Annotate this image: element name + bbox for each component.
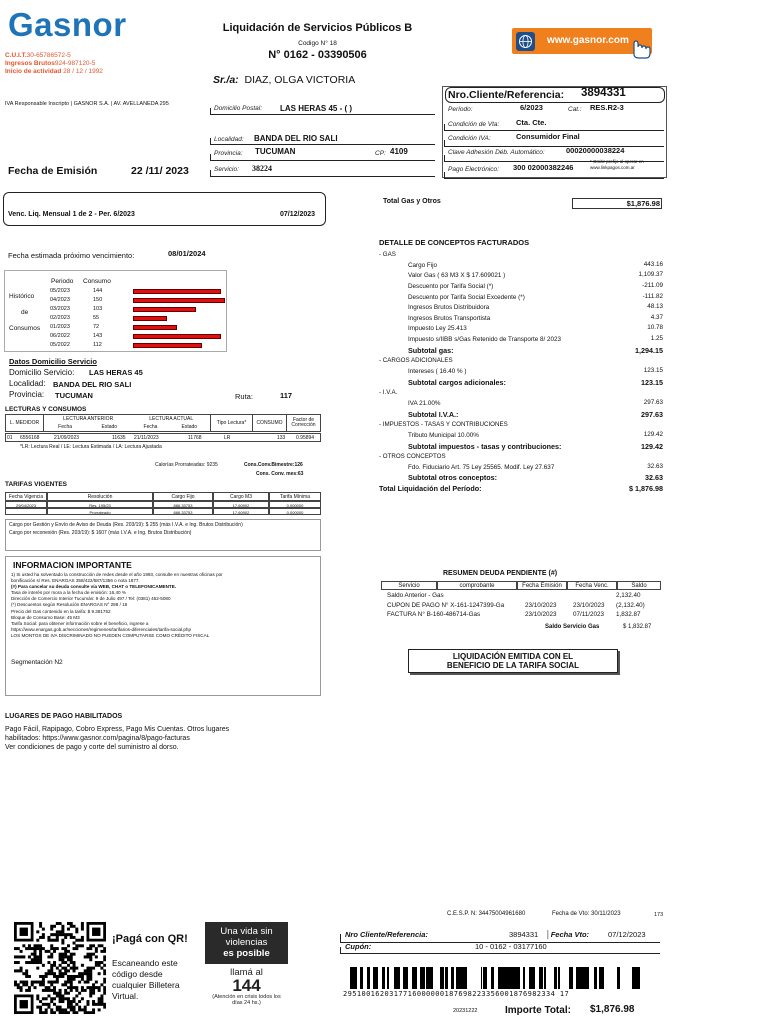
detalle-row <box>379 420 663 431</box>
detalle-value: 297.63 <box>641 409 663 419</box>
deuda-cell: (2,132.40) <box>616 601 645 609</box>
detalle-label: - OTROS CONCEPTOS <box>379 453 446 461</box>
reference-label: Nro.Cliente/Referencia: <box>448 89 565 101</box>
detalle-value: -111.82 <box>642 292 663 300</box>
proximo-label: Fecha estimada próximo vencimiento: <box>8 251 135 260</box>
info-line: bonificación s/ Res. ENARGAS 358/422/587/1356 o nota 1877. <box>11 578 140 584</box>
info-line: (#) Para cancelar su deuda consulte vía WEB, CHAT o TELEFONICAMENTE. <box>11 584 177 590</box>
deuda-cell: 07/11/2023 <box>573 611 605 618</box>
detalle-label: Descuento por Tarifa Social (*) <box>408 282 494 290</box>
detalle-label: Subtotal gas: <box>408 345 454 355</box>
tarifas-note: Cargo por Gestión y Envío de Aviso de Deuda (Res. 203/19): $ 255 (más I.V.A. e Ing. Brutos Distribución) <box>9 522 243 528</box>
page-number: 173 <box>654 912 664 918</box>
detalle-value: $ 1,876.98 <box>629 484 663 494</box>
detalle-value: 123.15 <box>643 367 663 375</box>
detalle-row <box>379 388 663 399</box>
history-consumption: 112 <box>93 342 102 348</box>
detalle-label: Tributo Municipal 10.00% <box>408 431 479 439</box>
detalle-row <box>379 399 663 410</box>
localidad-servicio-label: Localidad: <box>9 379 46 388</box>
total-gas-value: $1,876.98 <box>626 199 660 208</box>
cat-value: RES.R2-3 <box>590 103 624 112</box>
deuda-header: Servicio <box>381 581 437 590</box>
tarifas-note: Cargo por reconexión (Res. 203/19): $ 1607 (más I.V.A. e Ing. Brutos Distribución) <box>9 530 192 536</box>
info-lines <box>11 572 223 639</box>
detalle-value: 48.13 <box>647 303 663 311</box>
importe-value: $1,876.98 <box>590 1004 635 1015</box>
info-line: Dirección de Comercio Interior Tucumán: 9 de Julio 497 / Tel: (0381) 452-5080 <box>11 596 171 602</box>
info-title: INFORMACION IMPORTANTE <box>13 560 132 570</box>
tarifas-table <box>5 492 321 518</box>
detalle-row <box>379 335 663 346</box>
tarifa-cell: Res. 195/23 <box>47 501 153 508</box>
lecturas-title: LECTURAS Y CONSUMOS <box>5 406 87 413</box>
barcode-digits: 2951001620317716000000187698223356001876982334 17 <box>343 990 570 998</box>
history-period: 05/2023 <box>50 288 70 294</box>
tarifa-cell: Fecha Vigencia <box>5 492 47 501</box>
detalle-value: 123.15 <box>641 377 663 387</box>
tarifa-cell: 17.60902 <box>213 508 269 515</box>
servicio-value: 38224 <box>252 164 272 173</box>
domicilio-servicio-title: Datos Domicilio Servicio <box>9 357 97 366</box>
cond-vta-value: Cta. Cte. <box>516 118 547 127</box>
deuda-cell: 2,132.40 <box>616 592 641 599</box>
lecturas-note: *LR: Lectura Real / LE: Lectura Estimada / LA: Lectura Ajustada <box>20 444 162 450</box>
lecturas-h-fecha: Fecha <box>132 423 168 432</box>
detalle-row <box>379 356 663 367</box>
detalle-value: 32.63 <box>647 462 663 470</box>
deuda-cell: 23/10/2023 <box>573 601 605 609</box>
localidad-value: BANDA DEL RIO SALI <box>254 134 338 143</box>
cat-label: Cat.: <box>568 106 582 113</box>
detalle-row <box>379 484 663 495</box>
tarifa-cell: Cargo M3 <box>213 492 269 501</box>
detalle-value: -211.09 <box>642 281 663 289</box>
lugares-lines: Pago Fácil, Rapipago, Cobro Express, Pago Mis Cuentas. Otros lugares habilitados: https://www.gasnor.com/pagina/8/pago-facturas Ver condiciones de pago y corte del suministro al dorso. <box>5 726 230 751</box>
periodo-value: 6/2023 <box>520 103 543 112</box>
detalle-rows <box>379 250 663 495</box>
provincia-value: TUCUMAN <box>255 147 296 156</box>
saldo-value: $ 1,832.87 <box>623 624 652 630</box>
detalle-label: Subtotal otros conceptos: <box>408 473 498 483</box>
detalle-label: Valor Gas ( 63 M3 X $ 17.609021 ) <box>408 272 506 280</box>
reference-value: 3894331 <box>581 87 626 99</box>
detalle-row <box>379 314 663 325</box>
ruta-value: 117 <box>280 391 293 400</box>
domicilio-servicio-label: Domicilio Servicio: <box>9 368 75 377</box>
info-line: Bloque de Consumo Base: 45 M3 <box>11 614 80 620</box>
lecturas-h-estado: Estado <box>169 423 211 432</box>
tarifa-cell: 17.60902 <box>213 501 269 508</box>
detalle-value: 129.42 <box>641 441 663 451</box>
emision-value: 22 /11/ 2023 <box>131 165 189 177</box>
vencimiento-box <box>3 192 326 226</box>
detalle-row <box>379 442 663 453</box>
calorias: Calorías Prorrateadas: 9235 <box>155 462 218 468</box>
detalle-label: Intereses ( 16.40 % ) <box>408 368 467 376</box>
qr-title: ¡Pagá con QR! <box>112 933 188 945</box>
deuda-header: Saldo <box>617 581 661 590</box>
domicilio-label: Domicilio Postal: <box>214 105 263 112</box>
history-row <box>48 314 228 323</box>
detalle-row <box>379 346 663 357</box>
history-row <box>48 341 228 350</box>
lecturas-h-tipo: Tipo Lectura* <box>211 415 253 432</box>
tarifa-cell: 29/04/2023 <box>5 501 47 508</box>
cp-label: CP: <box>375 150 386 157</box>
history-row <box>48 296 228 305</box>
detalle-row <box>379 452 663 463</box>
tarifa-cell: Prorrateado <box>47 508 153 515</box>
deuda-title: RESUMEN DEUDA PENDIENTE (#) <box>442 570 558 577</box>
detalle-label: Cargo Fijo <box>408 261 438 269</box>
history-periodo-header: Periodo <box>51 278 74 285</box>
detalle-row <box>379 282 663 293</box>
history-row <box>48 323 228 332</box>
detalle-value: 297.63 <box>643 398 663 406</box>
lecturas-h-factor: Factor de Corrección <box>287 415 321 432</box>
history-consumption: 72 <box>93 324 100 330</box>
coupon-ref-label: Nro Cliente/Referencia: <box>345 930 428 939</box>
detalle-row <box>379 271 663 282</box>
detalle-row <box>379 431 663 442</box>
history-side-label: Consumos <box>9 325 41 332</box>
lecturas-h-consumo: CONSUMO <box>253 415 287 432</box>
lecturas-h-medidor: L. MEDIDOR <box>6 415 44 432</box>
deuda-cell: Saldo Anterior - Gas <box>387 592 444 599</box>
localidad-label: Localidad: <box>214 136 244 143</box>
cuit-line: C.U.I.T.30-65786572-5 <box>5 52 71 59</box>
history-consumption: 103 <box>93 306 103 312</box>
tarifa-cell: Tarifa Mínima <box>269 492 321 501</box>
lecturas-h-actual: LECTURA ACTUAL <box>132 415 210 423</box>
inicio-line: Inicio de actividad 28 / 12 / 1992 <box>5 68 103 75</box>
coupon-vto-value: 07/12/2023 <box>608 930 646 939</box>
history-side-label: de <box>21 309 29 316</box>
history-period: 02/2023 <box>50 315 70 321</box>
detalle-value: 4.37 <box>650 313 663 321</box>
cesp: C.E.S.P. N: 34475004961680 <box>447 911 526 917</box>
history-bar <box>133 298 225 303</box>
deuda-cell: 23/10/2023 <box>525 601 557 609</box>
lecturas-data-row: 01 6556168 21/09/2023 11635 21/11/2023 11768 LR 133 0.95894 <box>5 433 321 442</box>
history-consumption: 55 <box>93 315 100 321</box>
history-rows <box>48 287 228 350</box>
detalle-value: 1.25 <box>650 335 663 343</box>
history-consumption: 144 <box>93 288 103 294</box>
coupon-ref-value: 3894331 <box>509 930 539 939</box>
detalle-value: 10.78 <box>647 324 663 332</box>
saldo-label: Saldo Servicio Gas <box>545 624 600 630</box>
detalle-row <box>379 324 663 335</box>
tarifa-cell: Resolución <box>47 492 153 501</box>
detalle-value: 32.63 <box>645 473 663 483</box>
detalle-row <box>379 410 663 421</box>
globe-icon <box>516 32 535 51</box>
vencimiento-label: Venc. Liq. Mensual 1 de 2 - Per. 6/2023 <box>8 211 135 218</box>
history-bar <box>133 307 196 312</box>
history-bar <box>133 316 167 321</box>
coupon-small: 20231222 <box>453 1008 478 1014</box>
provincia-servicio-value: TUCUMAN <box>55 391 93 400</box>
pago-label: Pago Electrónico: <box>448 166 499 173</box>
history-side-label: Histórico <box>9 293 35 300</box>
detalle-label: Ingresos Brutos Distribuidora <box>408 304 490 312</box>
pago-note: * Omitir prefijo al operar en www.linkpagos.com.ar <box>590 159 644 170</box>
importe-label: Importe Total: <box>505 1005 571 1016</box>
history-consumption: 143 <box>93 333 103 339</box>
lecturas-h-fecha: Fecha <box>44 423 87 432</box>
segmentacion: Segmentación N2 <box>11 659 63 666</box>
tarifa-cell: 0.000000 <box>269 501 321 508</box>
tarifa-cell: Cargo Fijo <box>153 492 213 501</box>
cond-iva-label: Condición IVA: <box>448 135 491 142</box>
fecha-vto-top: Fecha de Vto: 30/11/2023 <box>552 911 621 917</box>
deuda-cell: FACTURA N° B-160-486714-Gas <box>387 611 481 618</box>
document-title: Liquidación de Servicios Públicos B <box>222 22 413 34</box>
info-line: (*) Descuentos según Resolución ENARGAS N° 288 / 18 <box>11 602 128 608</box>
barcode <box>341 967 645 989</box>
history-period: 05/2022 <box>50 342 70 348</box>
detalle-label: Ingresos Brutos Transportista <box>408 314 491 322</box>
tarifa-social-notice: LIQUIDACIÓN EMITIDA CON EL BENEFICIO DE LA TARIFA SOCIAL <box>408 649 618 673</box>
deuda-header: Fecha Venc. <box>567 581 617 590</box>
detalle-row <box>379 250 663 261</box>
info-line: Tarifa Social: para obtener información sobre el beneficio, ingrese a <box>11 620 149 626</box>
history-consumo-header: Consumo <box>83 278 111 285</box>
qr-text: Escaneando este código desde cualquier Billetera Virtual. <box>112 958 180 1001</box>
history-bar <box>133 325 177 330</box>
qr-code <box>14 922 106 1014</box>
history-bar <box>133 343 202 348</box>
coupon-cupon-value: 10 - 0162 - 03177160 <box>475 942 547 951</box>
domicilio-value: LAS HERAS 45 - ( ) <box>280 104 353 113</box>
history-row <box>48 332 228 341</box>
detalle-row <box>379 303 663 314</box>
cons-mes: Cons. Conv. mes:63 <box>256 471 304 477</box>
detalle-label: - GAS <box>379 251 396 258</box>
info-line: LOS MONTOS DE IVA DISCRIMINADO NO PUEDEN COMPUTARSE COMO CRÉDITO FISCAL <box>11 632 210 638</box>
document-number: N° 0162 - 03390506 <box>268 49 367 61</box>
history-period: 06/2022 <box>50 333 70 339</box>
gasnor-logo: Gasnor <box>8 6 127 43</box>
ruta-label: Ruta: <box>235 392 253 401</box>
client-name-line: Sr./a: DIAZ, OLGA VICTORIA <box>213 74 356 86</box>
adhesion-value: 00020000038224 <box>566 146 625 155</box>
emision-label: Fecha de Emisión <box>8 165 98 177</box>
iva-responsable: IVA Responsable Inscripto | GASNOR S.A. | AV. AVELLANEDA 295 <box>5 101 169 107</box>
adhesion-label: Clave Adhesión Déb. Automático: <box>448 149 545 156</box>
info-line: Tasa de interés por mora a la fecha de emisión: 16.40 % <box>11 590 126 596</box>
provincia-label: Provincia: <box>214 150 243 157</box>
detalle-label: Subtotal impuestos - tasas y contribuciones: <box>408 441 562 451</box>
lecturas-table <box>5 414 321 432</box>
cond-iva-value: Consumidor Final <box>516 132 580 141</box>
cond-vta-label: Condición de Vta: <box>448 121 500 128</box>
history-row <box>48 305 228 314</box>
tarifa-cell: 886.33753 <box>153 501 213 508</box>
info-line: 1) Si usted ha solventado la construcción de redes desde el año 1993, consulte en nuestras oficinas por <box>11 572 223 577</box>
history-row <box>48 287 228 296</box>
detalle-label: IVA 21.00% <box>408 399 441 407</box>
cons-bimestre: Cons.Conv.Bimestre:126 <box>244 462 303 468</box>
detalle-label: Total Liquidación del Período: <box>379 484 482 494</box>
history-bar <box>133 334 221 339</box>
lugares-title: LUGARES DE PAGO HABILITADOS <box>5 713 123 720</box>
periodo-label: Período: <box>448 106 473 113</box>
detalle-label: Fdo. Fiduciario Art. 75 Ley 25565. Modif. Ley 27.637 <box>408 463 555 471</box>
deuda-header: Fecha Emisión <box>517 581 567 590</box>
localidad-servicio-value: BANDA DEL RIO SALI <box>53 380 132 389</box>
servicio-label: Servicio: <box>214 166 239 173</box>
history-bar <box>133 289 221 294</box>
hand-cursor-icon <box>630 40 654 62</box>
detalle-row <box>379 473 663 484</box>
proximo-value: 08/01/2024 <box>168 249 206 258</box>
detalle-label: Descuento por Tarifa Social Excedente (*) <box>408 293 525 301</box>
detalle-value: 1,294.15 <box>635 345 663 355</box>
history-period: 04/2023 <box>50 297 70 303</box>
cp-value: 4109 <box>390 147 408 156</box>
detalle-row <box>379 293 663 304</box>
tarifas-title: TARIFAS VIGENTES <box>5 481 67 488</box>
deuda-header: comprobante <box>437 581 517 590</box>
info-line: Precio del Gas contenido en la tarifa: $ 9.381752 <box>11 608 111 614</box>
detalle-label: - IMPUESTOS - TASAS Y CONTRIBUCIONES <box>379 421 508 429</box>
detalle-label: Impuesto s/IIBB s/Gas Retenido de Transporte 8/ 2023 <box>408 336 561 344</box>
coupon-cupon-label: Cupón: <box>345 942 372 951</box>
website-button[interactable] <box>512 28 652 54</box>
history-period: 03/2023 <box>50 306 70 312</box>
detalle-row <box>379 367 663 378</box>
detalle-row <box>379 261 663 272</box>
tarifa-cell: 886.33753 <box>153 508 213 515</box>
document-codigo: Codigo N° 18 <box>298 40 337 47</box>
violencia-banner: Una vida sin violencias es posible llamá al 144 (Atención en crisis todos los días 24 hs.) <box>205 922 288 1014</box>
detalle-label: Subtotal cargos adicionales: <box>408 377 506 387</box>
detalle-label: Impuesto Ley 25.413 <box>408 325 467 333</box>
detalle-row <box>379 378 663 389</box>
lecturas-h-estado: Estado <box>86 423 132 432</box>
detalle-row <box>379 463 663 474</box>
info-line: https://www.enargas.gob.ar/secciones/regimenes/tarifarios-diferenciales/tarifa-social.php <box>11 626 192 632</box>
deuda-cell: 1,832.87 <box>616 611 641 618</box>
deuda-cell: 23/10/2023 <box>525 611 557 618</box>
iibb-line: Ingresos Brutos924-987120-5 <box>5 60 96 67</box>
history-consumption: 150 <box>93 297 103 303</box>
pago-value: 300 02000382246 <box>513 163 574 172</box>
detalle-label: - CARGOS ADICIONALES <box>379 357 453 365</box>
coupon-vto-label: │Fecha Vto: <box>546 930 590 939</box>
history-period: 01/2023 <box>50 324 70 330</box>
detalle-label: Subtotal I.V.A.: <box>408 409 459 419</box>
total-gas-label: Total Gas y Otros <box>383 198 441 205</box>
provincia-servicio-label: Provincia: <box>9 390 45 399</box>
tarifa-cell <box>5 508 47 515</box>
website-label: www.gasnor.com <box>547 35 629 46</box>
tarifa-cell: 0.000000 <box>269 508 321 515</box>
vencimiento-date: 07/12/2023 <box>280 211 316 218</box>
detalle-label: - I.V.A. <box>379 389 398 397</box>
lecturas-h-anterior: LECTURA ANTERIOR <box>44 415 133 423</box>
detalle-value: 129.42 <box>643 430 663 438</box>
detalle-title: DETALLE DE CONCEPTOS FACTURADOS <box>379 238 530 247</box>
detalle-value: 1,109.37 <box>638 271 663 279</box>
detalle-value: 443.16 <box>643 260 663 268</box>
domicilio-servicio-value: LAS HERAS 45 <box>89 368 143 377</box>
deuda-cell: CUPON DE PAGO N° X-161-1247399-Ga <box>387 601 505 609</box>
